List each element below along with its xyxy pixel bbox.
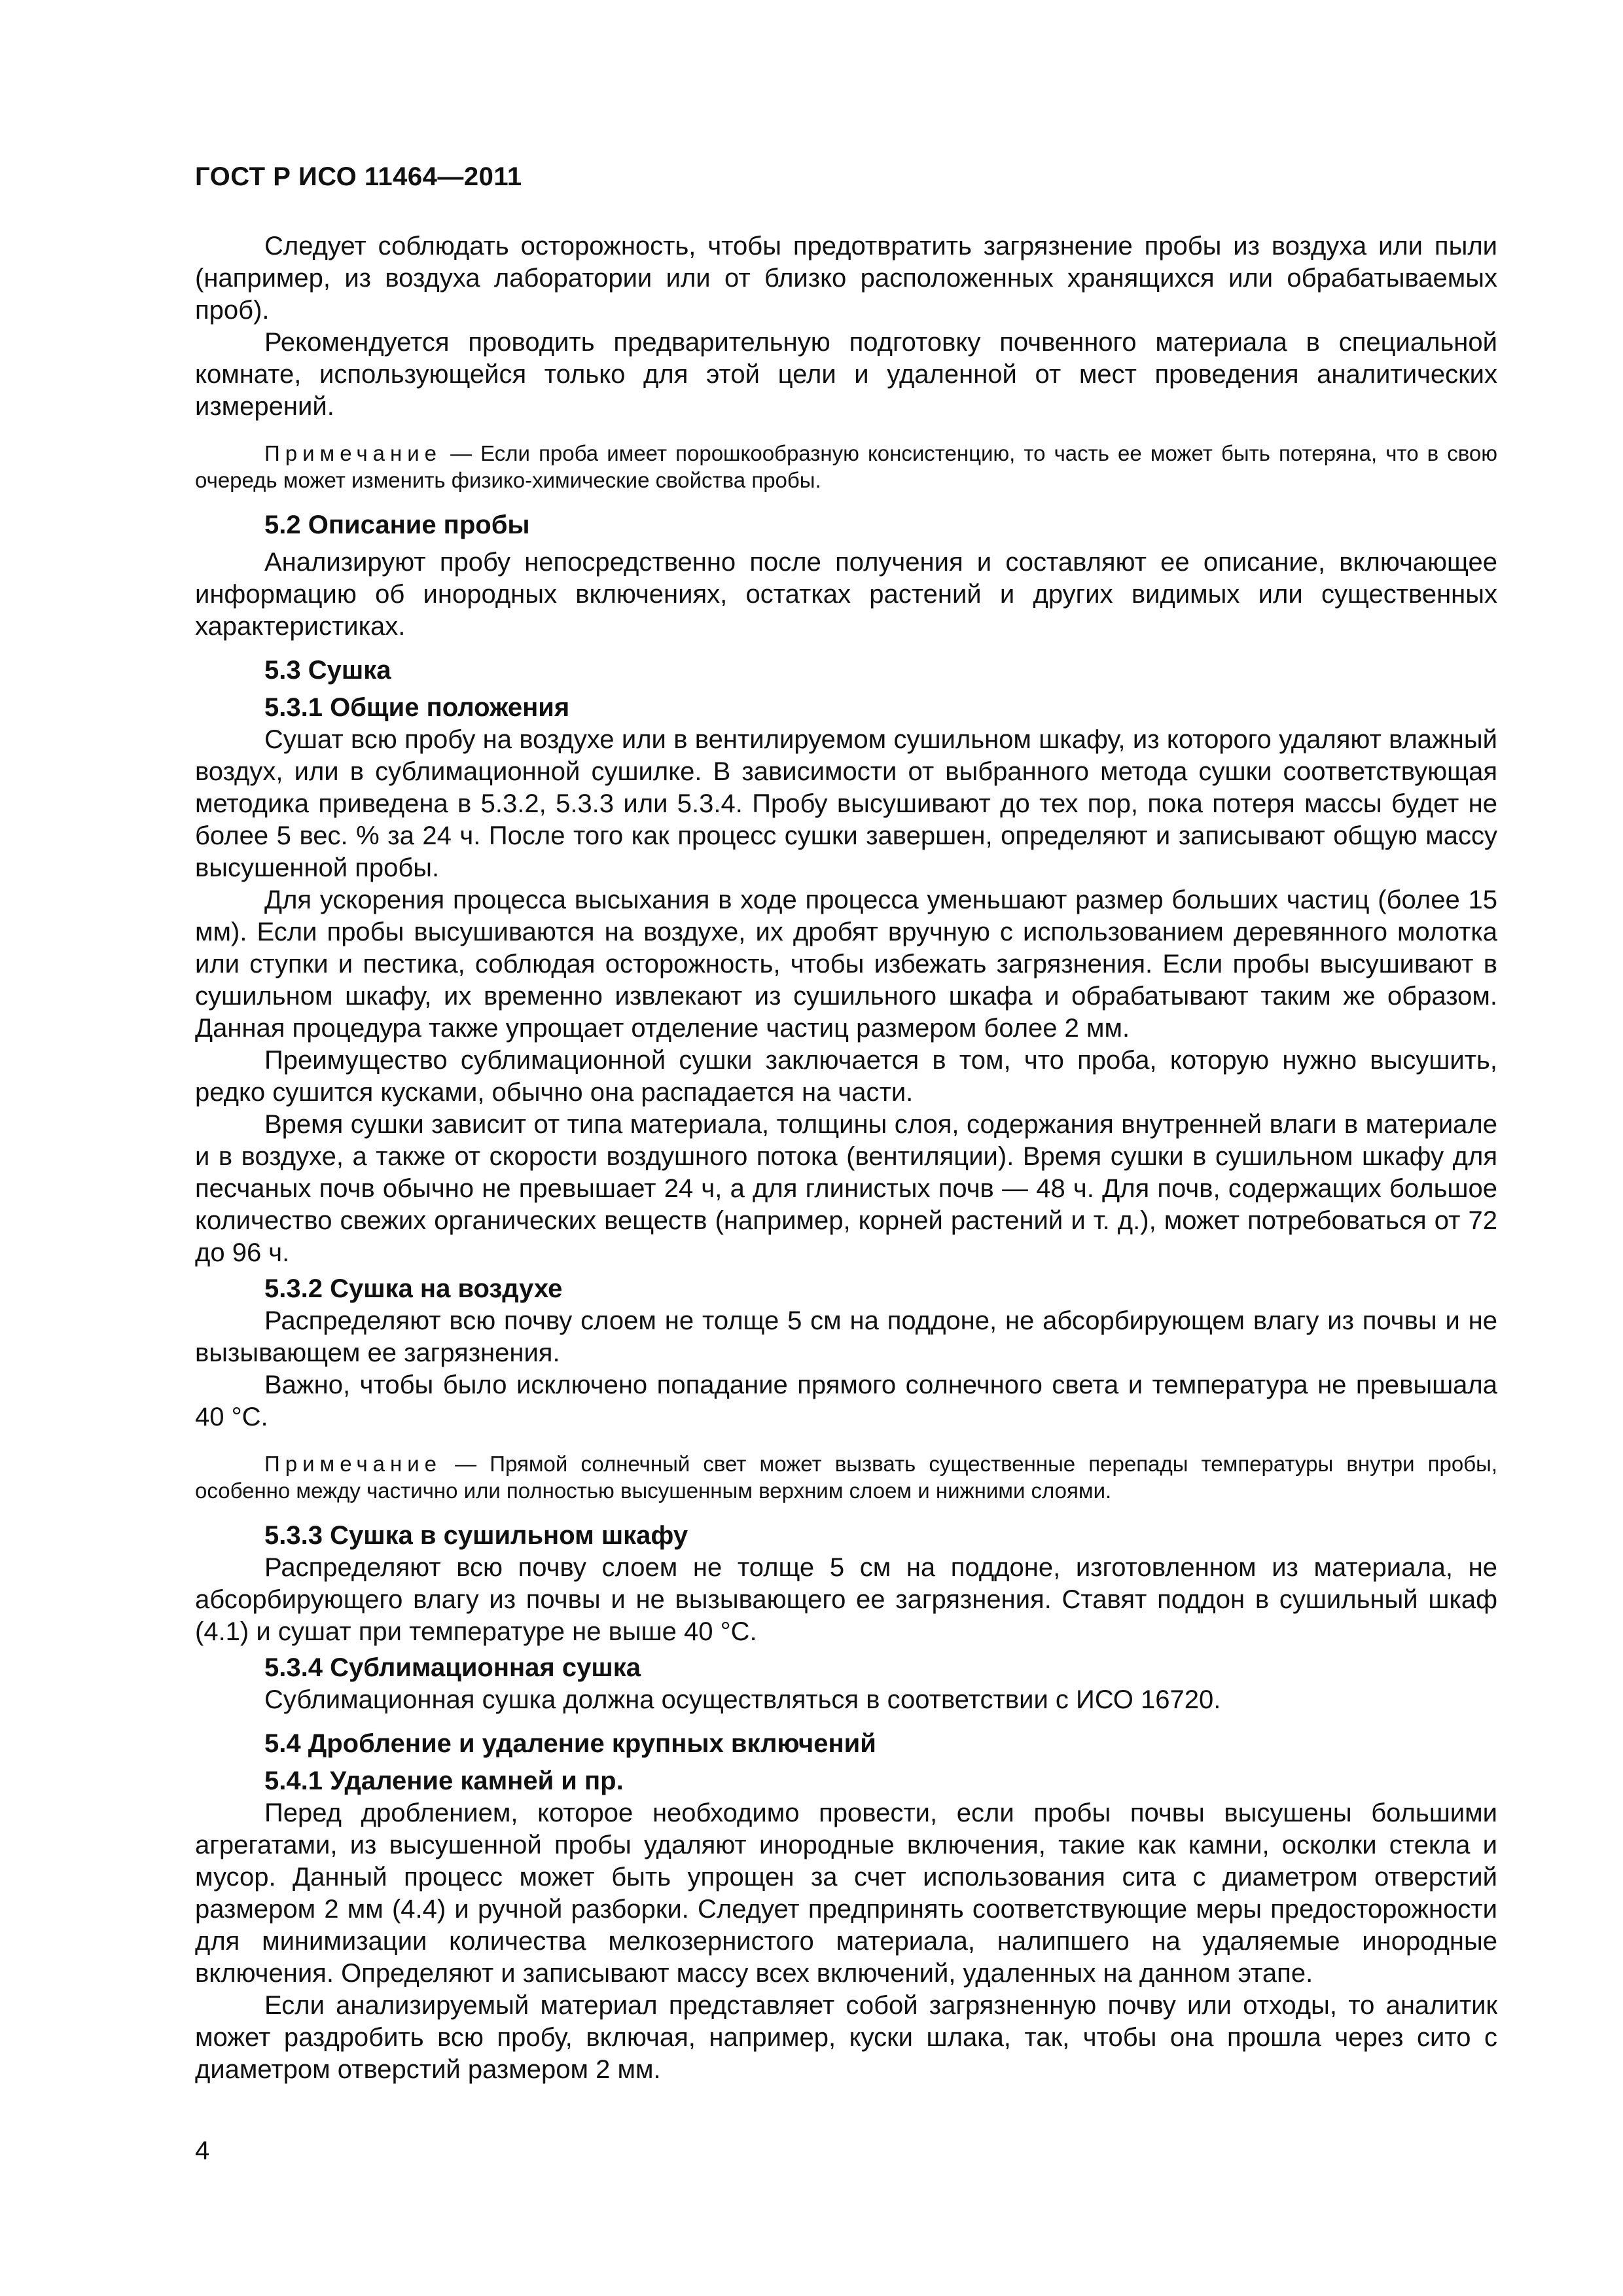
note-text: — Прямой солнечный свет может вызвать существенные перепады температуры внутри пробы, особенно между частично или полностью высушенным верхним слоем и нижними слоями. (195, 1452, 1497, 1503)
subsection-heading: 5.3.2 Сушка на воздухе (264, 1274, 563, 1303)
paragraph: Важно, чтобы было исключено попадание прямого солнечного света и температура не превышала 40 °С. (195, 1371, 1497, 1431)
note (195, 1450, 1497, 1504)
paragraph: Сушат всю пробу на воздухе или в вентилируемом сушильном шкафу, из которого удаляют влажный воздух, или в сублимационной сушилке. В зависимости от выбранного метода сушки соответствующая методика приведена в 5.3.2, 5.3.3 или 5.3.4. Пробу высушивают до тех пор, пока потеря массы будет не более 5 вес. % за 24 ч. После того как процесс сушки завершен, определяют и записывают общую массу высушенной пробы. (195, 725, 1497, 882)
paragraph: Анализируют пробу непосредственно после получения и составляют ее описание, включающее информацию об инородных включениях, остатках растений и других видимых или существенных характеристиках. (195, 548, 1497, 641)
paragraph: Рекомендуется проводить предварительную подготовку почвенного материала в специальной комнате, использующейся только для этой цели и удаленной от мест проведения аналитических измерений. (195, 328, 1497, 421)
note-text: — Если проба имеет порошкообразную консистенцию, то часть ее может быть потеряна, что в свою очередь может изменить физико-химические свойства пробы. (195, 441, 1497, 492)
paragraph: Время сушки зависит от типа материала, толщины слоя, содержания внутренней влаги в материале и в воздухе, а также от скорости воздушного потока (вентиляции). Время сушки в сушильном шкафу для песчаных почв обычно не превышает 24 ч, а для глинистых почв — 48 ч. Для почв, содержащих большое количество свежих органических веществ (например, корней растений и т. д.), может потребоваться от 72 до 96 ч. (195, 1110, 1497, 1267)
section-heading: 5.4 Дробление и удаление крупных включений (264, 1729, 876, 1758)
subsection-heading: 5.4.1 Удаление камней и пр. (264, 1767, 624, 1795)
subsection-heading: 5.3.3 Сушка в сушильном шкафу (264, 1521, 688, 1550)
note (195, 440, 1497, 493)
standard-header: ГОСТ Р ИСО 11464—2011 (195, 162, 522, 191)
subsection-heading: 5.3.4 Сублимационная сушка (264, 1653, 641, 1682)
page-number: 4 (195, 2136, 210, 2165)
paragraph: Сублимационная сушка должна осуществляться в соответствии с ИСО 16720. (264, 1685, 1221, 1714)
subsection-heading: 5.3.1 Общие положения (264, 693, 570, 722)
paragraph: Если анализируемый материал представляет собой загрязненную почву или отходы, то аналитик может раздробить всю пробу, включая, например, куски шлака, так, чтобы она прошла через сито с диаметром отверстий размером 2 мм. (195, 1991, 1497, 2084)
paragraph: Распределяют всю почву слоем не толще 5 см на поддоне, не абсорбирующем влагу из почвы и не вызывающем ее загрязнения. (195, 1306, 1497, 1367)
section-heading: 5.2 Описание пробы (264, 511, 530, 539)
paragraph: Следует соблюдать осторожность, чтобы предотвратить загрязнение пробы из воздуха или пыли (например, из воздуха лаборатории или от близко расположенных хранящихся или обрабатываемых проб). (195, 232, 1497, 325)
paragraph: Преимущество сублимационной сушки заключается в том, что проба, которую нужно высушить, редко сушится кусками, обычно она распадается на части. (195, 1046, 1497, 1107)
paragraph: Распределяют всю почву слоем не толще 5 см на поддоне, изготовленном из материала, не абсорбирующего влагу из почвы и не вызывающего ее загрязнения. Ставят поддон в сушильный шкаф (4.1) и сушат при температуре не выше 40 °С. (195, 1553, 1497, 1646)
paragraph: Перед дроблением, которое необходимо провести, если пробы почвы высушены большими агрегатами, из высушенной пробы удаляют инородные включения, такие как камни, осколки стекла и мусор. Данный процесс может быть упрощен за счет использования сита с диаметром отверстий размером 2 мм (4.4) и ручной разборки. Следует предпринять соответствующие меры предосторожности для минимизации количества мелкозернистого материала, налипшего на удаляемые инородные включения. Определяют и записывают массу всех включений, удаленных на данном этапе. (195, 1799, 1497, 1988)
section-heading: 5.3 Сушка (264, 656, 391, 685)
note-label: Примечание (264, 1452, 442, 1476)
note-label: Примечание (264, 441, 442, 465)
paragraph: Для ускорения процесса высыхания в ходе процесса уменьшают размер больших частиц (более 15 мм). Если пробы высушиваются на воздухе, их дробят вручную с использованием деревянного молотка или ступки и пестика, соблюдая осторожность, чтобы избежать загрязнения. Если пробы высушивают в сушильном шкафу, их временно извлекают из сушильного шкафа и обрабатывают таким же образом. Данная процедура также упрощает отделение частиц размером более 2 мм. (195, 886, 1497, 1043)
document-body (195, 230, 1497, 2086)
